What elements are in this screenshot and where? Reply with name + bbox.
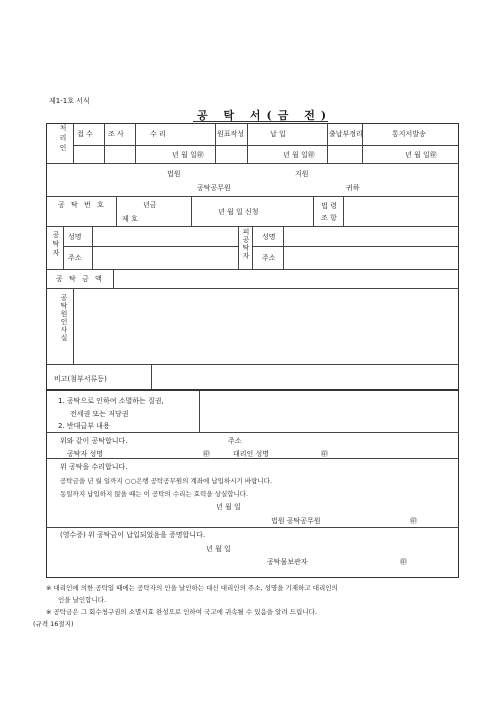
- honorific: 귀하: [346, 184, 360, 192]
- depositor-address-label: 주소: [68, 254, 82, 262]
- date-accept: 년 월 일㊞: [172, 151, 204, 159]
- step-payment: 납 입: [270, 130, 286, 138]
- depositee-address-label: 주소: [262, 254, 276, 262]
- receipt-line: (영수증) 위 공탁금이 납입되었음을 증명합니다.: [60, 531, 206, 539]
- form-number: 제1-1호 서식: [49, 97, 90, 105]
- date-payment: 년 월 일㊞: [283, 151, 315, 159]
- amount-label: 공 탁 금 액: [56, 275, 104, 283]
- step-accept: 수 리: [150, 130, 166, 138]
- deposit-year: 년금: [143, 201, 157, 209]
- apply-agent-name: 대리인 성명: [233, 450, 270, 458]
- cause-label-text: 공탁원인사실: [60, 294, 68, 342]
- depositor-label-text: 공탁자: [52, 231, 60, 258]
- step-notice: 통지서발송: [392, 130, 426, 138]
- statute-label: 법 령 조 항: [321, 202, 337, 222]
- depositee-label: [240, 228, 251, 260]
- item-2: 2. 반대급부 내용: [58, 422, 110, 430]
- step-account-book: 출납부정리: [329, 130, 363, 138]
- note-1: ※ 대리인에 의한 공탁일 때에는 공탁자의 인을 날인하는 대신 대리인의 주소, 성명을 기재하고 대리인의: [46, 584, 338, 592]
- accept-date: 년 월 일: [216, 503, 241, 511]
- step-receive: 접 수: [77, 130, 93, 138]
- apply-agent-seal: ㊞: [321, 450, 328, 458]
- note-2: ※ 공탁금은 그 회수청구권의 소멸시효 완성으로 인하여 국고에 귀속될 수 있음을 알려 드립니다.: [46, 608, 317, 616]
- item-1: 1. 공탁으로 인하여 소멸하는 질권,: [58, 397, 164, 405]
- deposit-ho: 제 호: [122, 215, 138, 223]
- step-investigate: 조 사: [108, 130, 124, 138]
- accept-seal: ㊞: [410, 517, 417, 525]
- receipt-date: 년 월 일: [206, 545, 231, 553]
- page-title: 공 탁 서(금 전): [197, 109, 333, 122]
- process-label-text: 처리인: [59, 124, 67, 154]
- process-label: [57, 124, 68, 154]
- deposit-number-label: 공 탁 번 호: [58, 201, 106, 209]
- depositee-label-text: 피공탁자: [242, 228, 250, 260]
- depositor-name-label: 성명: [68, 233, 82, 241]
- apply-depositor-seal: ㊞: [203, 450, 210, 458]
- accept-line2: 공탁금을 년 월 일까지 ○○은행 공탁공무원의 계좌에 납입하시기 바랍니다.: [60, 477, 273, 485]
- apply-depositor-name: 공탁자 성명: [67, 450, 104, 458]
- accept-officer: 법원 공탁공무원: [271, 517, 321, 525]
- accept-line1: 위 공탁을 수리합니다.: [60, 463, 128, 471]
- apply-line: 위와 같이 공탁합니다.: [60, 437, 128, 445]
- item-1-cont: 전세권 또는 저당권: [70, 410, 129, 418]
- step-ledger-create: 원표작성: [217, 130, 245, 138]
- note-1-cont: 인을 날인합니다.: [58, 596, 107, 604]
- receipt-keeper: 공탁물보관자: [267, 558, 308, 566]
- receipt-seal: ㊞: [400, 558, 407, 566]
- branch-label: 지원: [295, 170, 309, 178]
- apply-date: 년 월 일 신청: [218, 208, 259, 216]
- depositee-name-label: 성명: [262, 233, 276, 241]
- cause-label: [58, 294, 69, 342]
- footer-size: (규격 16절지): [33, 620, 74, 628]
- date-notice: 년 월 일㊞: [405, 151, 437, 159]
- remarks-label: 비고(첨부서류등): [54, 375, 107, 383]
- apply-address: 주소: [228, 437, 242, 445]
- form-frame: [46, 123, 459, 578]
- depositor-label: [50, 231, 61, 258]
- accept-line3: 동일까지 납입하지 않을 때는 이 공탁의 수리는 효력을 상실합니다.: [60, 490, 249, 498]
- officer-label: 공탁공무원: [197, 184, 231, 192]
- court-label: 법원: [167, 170, 181, 178]
